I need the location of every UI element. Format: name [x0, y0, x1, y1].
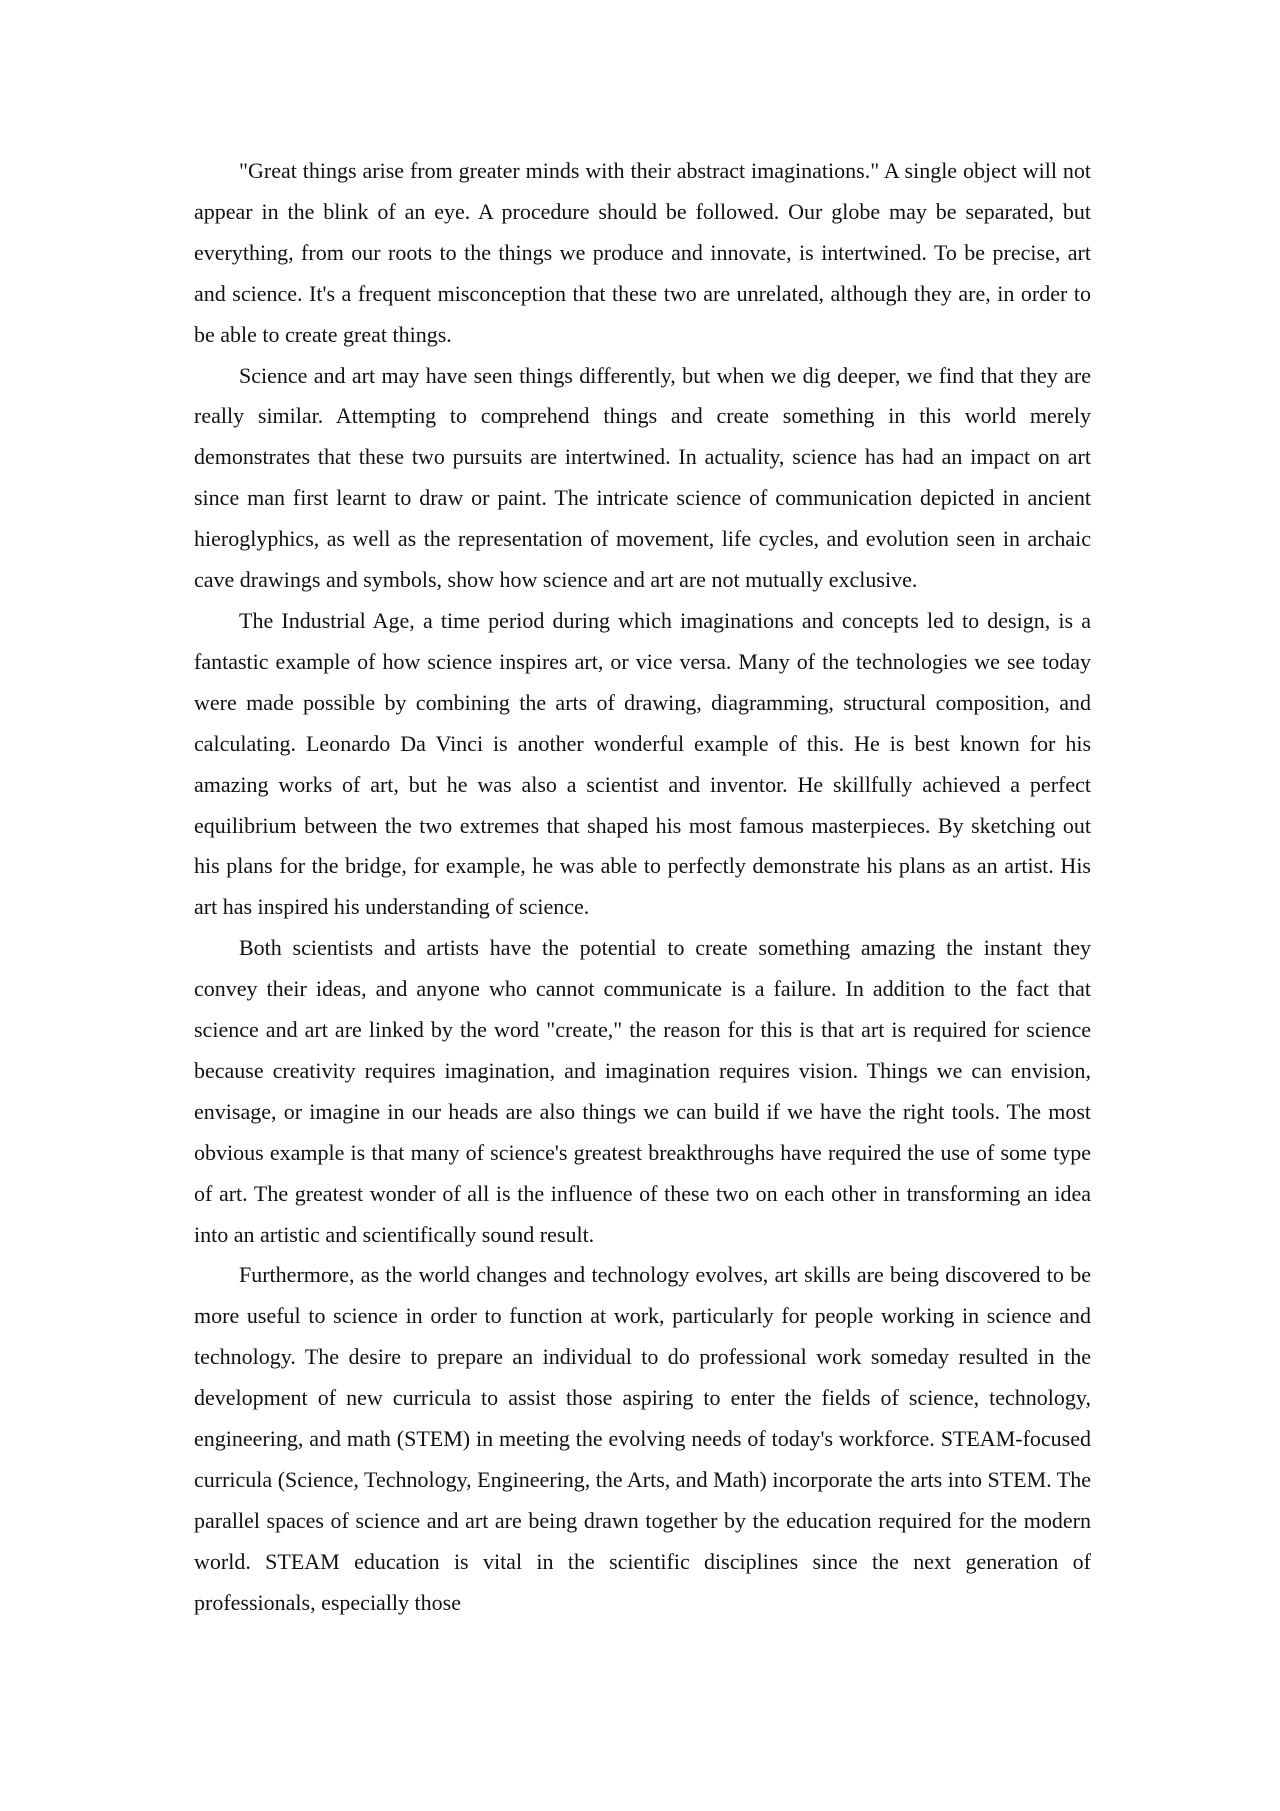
paragraph-2: Science and art may have seen things differently, but when we dig deeper, we find that they are really similar. Attempting to comprehend things and create something in this world merely demonstrates that these two pursuits are intertwined. In actuality, science has had an impact on art since man first learnt to draw or paint. The intricate science of communication depicted in ancient hieroglyphics, as well as the representation of movement, life cycles, and evolution seen in archaic cave drawings and symbols, show how science and art are not mutually exclusive.	[194, 362, 1091, 593]
paragraph-3: The Industrial Age, a time period during which imaginations and concepts led to design, is a fantastic example of how science inspires art, or vice versa. Many of the technologies we see today were made possible by combining the arts of drawing, diagramming, structural composition, and calculating. Leonardo Da Vinci is another wonderful example of this. He is best known for his amazing works of art, but he was also a scientist and inventor. He skillfully achieved a perfect equilibrium between the two extremes that shaped his most famous masterpieces. By sketching out his plans for the bridge, for example, he was able to perfectly demonstrate his plans as an artist. His art has inspired his understanding of science.	[194, 607, 1091, 920]
document-body	[194, 151, 1091, 1624]
paragraph-1: "Great things arise from greater minds with their abstract imaginations." A single object will not appear in the blink of an eye. A procedure should be followed. Our globe may be separated, but everything, from our roots to the things we produce and innovate, is intertwined. To be precise, art and science. It's a frequent misconception that these two are unrelated, although they are, in order to be able to create great things.	[194, 158, 1091, 347]
paragraph-4: Both scientists and artists have the potential to create something amazing the instant they convey their ideas, and anyone who cannot communicate is a failure. In addition to the fact that science and art are linked by the word "create," the reason for this is that art is required for science because creativity requires imagination, and imagination requires vision. Things we can envision, envisage, or imagine in our heads are also things we can build if we have the right tools. The most obvious example is that many of science's greatest breakthroughs have required the use of some type of art. The greatest wonder of all is the influence of these two on each other in transforming an idea into an artistic and scientifically sound result.	[194, 935, 1091, 1247]
paragraph-5: Furthermore, as the world changes and technology evolves, art skills are being discovered to be more useful to science in order to function at work, particularly for people working in science and technology. The desire to prepare an individual to do professional work someday resulted in the development of new curricula to assist those aspiring to enter the fields of science, technology, engineering, and math (STEM) in meeting the evolving needs of today's workforce. STEAM-focused curricula (Science, Technology, Engineering, the Arts, and Math) incorporate the arts into STEM. The parallel spaces of science and art are being drawn together by the education required for the modern world. STEAM education is vital in the scientific disciplines since the next generation of professionals, especially those	[194, 1262, 1091, 1615]
